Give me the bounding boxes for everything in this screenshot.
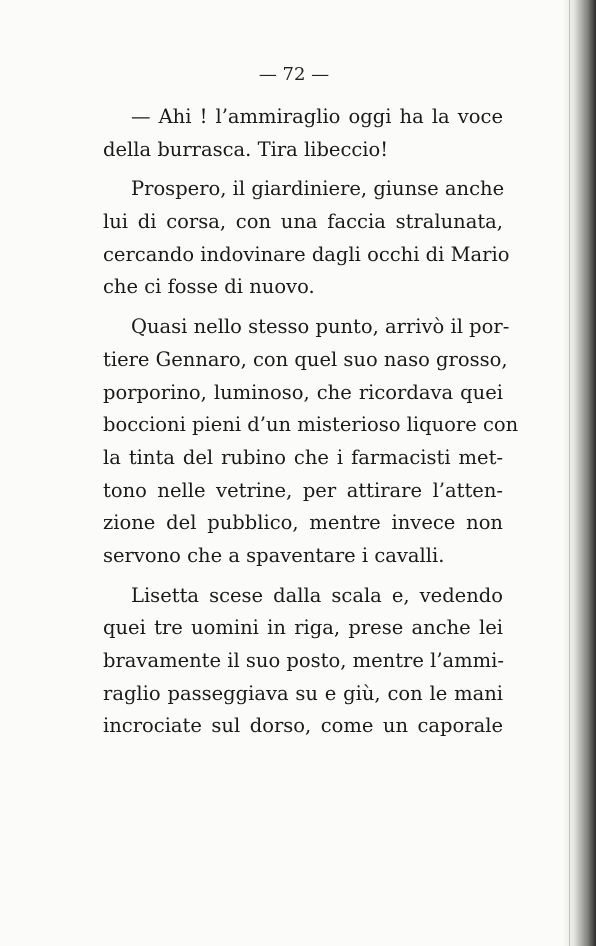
text-line: Prospero, il giardiniere, giunse anche xyxy=(131,177,505,201)
text-line: boccioni pieni d’un misterioso liquore con xyxy=(103,413,519,437)
text-line: lui di corsa, con una faccia stralunata, xyxy=(103,210,503,234)
text-line: servono che a spaventare i cavalli. xyxy=(103,543,445,567)
text-line: che ci fosse di nuovo. xyxy=(103,275,315,299)
text-line: tono nelle vetrine, per attirare l’atten- xyxy=(103,478,503,502)
text-line: tiere Gennaro, con quel suo naso grosso, xyxy=(103,347,508,371)
text-line: la tinta del rubino che i farmacisti met- xyxy=(103,445,503,469)
text-line: Lisetta scese dalla scala e, vedendo xyxy=(131,583,503,607)
text-line: della burrasca. Tira libeccio! xyxy=(103,137,389,161)
text-line: raglio passeggiava su e giù, con le mani xyxy=(103,681,503,705)
text-line: quei tre uomini in riga, prese anche lei xyxy=(103,616,503,640)
text-line: — Ahi ! l’ammiraglio oggi ha la voce xyxy=(131,105,503,128)
page-number: — 72 — xyxy=(258,64,330,85)
binding-edge-shadow xyxy=(562,0,596,946)
text-line: cercando indovinare dagli occhi di Mario xyxy=(103,242,510,266)
body-text xyxy=(103,101,519,743)
text-line: zione del pubblico, mentre invece non xyxy=(103,511,503,535)
text-line: Quasi nello stesso punto, arrivò il por- xyxy=(131,315,510,339)
binding-edge-line xyxy=(569,0,570,946)
text-line: bravamente il suo posto, mentre l’ammi- xyxy=(103,649,504,672)
text-line: porporino, luminoso, che ricordava quei xyxy=(103,380,503,404)
text-line: incrociate sul dorso, come un caporale xyxy=(103,714,503,738)
